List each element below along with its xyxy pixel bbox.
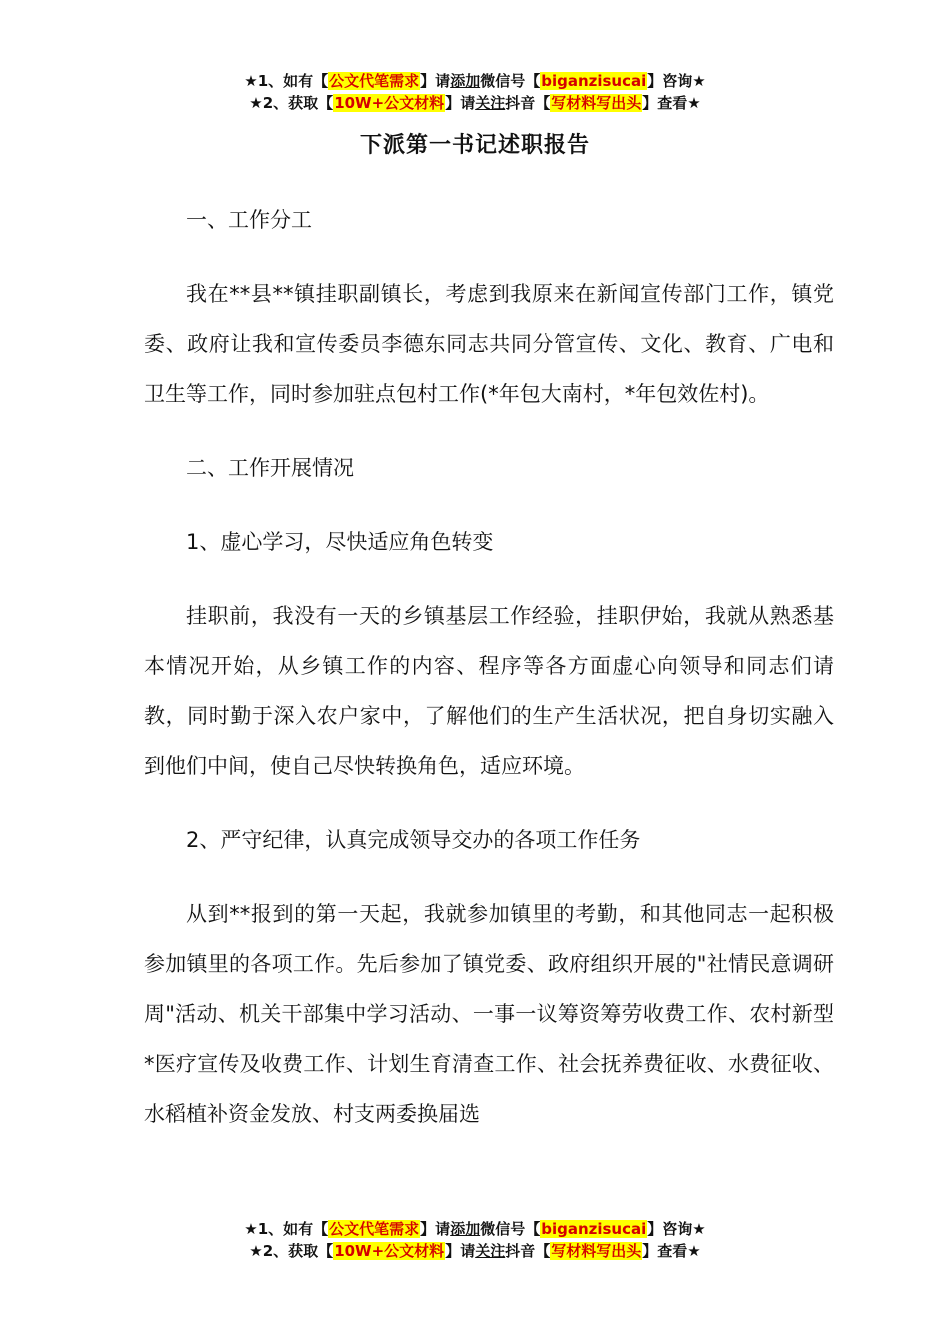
banner-highlight: biganzisucai bbox=[541, 1220, 647, 1238]
banner-line-1: ★1、如有【公文代笔需求】请添加微信号【biganzisucai】咨询★ bbox=[244, 1220, 706, 1238]
banner-line-2: ★2、获取【10W+公文材料】请关注抖音【写材料写出头】查看★ bbox=[249, 94, 701, 112]
document-title: 下派第一书记述职报告 bbox=[359, 133, 590, 158]
header-banner bbox=[0, 70, 950, 114]
banner-highlight: 公文代笔需求 bbox=[329, 72, 420, 90]
body-paragraph: 挂职前，我没有一天的乡镇基层工作经验，挂职伊始，我就从熟悉基本情况开始，从乡镇工作的内容、程序等各方面虚心向领导和同志们请教，同时勤于深入农户家中，了解他们的生产生活状况，把自身切实融入到他们中间，使自己尽快转换角色，适应环境。 bbox=[144, 604, 834, 778]
body-paragraph: 从到**报到的第一天起，我就参加镇里的考勤，和其他同志一起积极参加镇里的各项工作。先后参加了镇党委、政府组织开展的"社情民意调研周"活动、机关干部集中学习活动、一事一议筹资筹劳收费工作、农村新型*医疗宣传及收费工作、计划生育清查工作、社会抚养费征收、水费征收、水稻植补资金发放、村支两委换届选 bbox=[144, 902, 834, 1126]
banner-highlight: 10W+公文材料 bbox=[334, 94, 445, 112]
banner-highlight: 写材料写出头 bbox=[551, 1242, 642, 1260]
banner-line-1: ★1、如有【公文代笔需求】请添加微信号【biganzisucai】咨询★ bbox=[244, 72, 706, 90]
document-body bbox=[144, 195, 834, 1163]
banner-highlight: 10W+公文材料 bbox=[334, 1242, 445, 1260]
sub-heading: 1、虚心学习，尽快适应角色转变 bbox=[186, 530, 494, 554]
section-heading: 一、工作分工 bbox=[186, 208, 312, 232]
banner-highlight: 公文代笔需求 bbox=[329, 1220, 420, 1238]
banner-highlight: biganzisucai bbox=[541, 72, 647, 90]
banner-line-2: ★2、获取【10W+公文材料】请关注抖音【写材料写出头】查看★ bbox=[249, 1242, 701, 1260]
footer-banner bbox=[0, 1218, 950, 1262]
sub-heading: 2、严守纪律，认真完成领导交办的各项工作任务 bbox=[186, 828, 641, 852]
banner-highlight: 写材料写出头 bbox=[551, 94, 642, 112]
body-paragraph: 我在**县**镇挂职副镇长，考虑到我原来在新闻宣传部门工作，镇党委、政府让我和宣传委员李德东同志共同分管宣传、文化、教育、广电和卫生等工作，同时参加驻点包村工作(*年包大南村，*年包效佐村)。 bbox=[144, 282, 834, 406]
section-heading: 二、工作开展情况 bbox=[186, 456, 354, 480]
